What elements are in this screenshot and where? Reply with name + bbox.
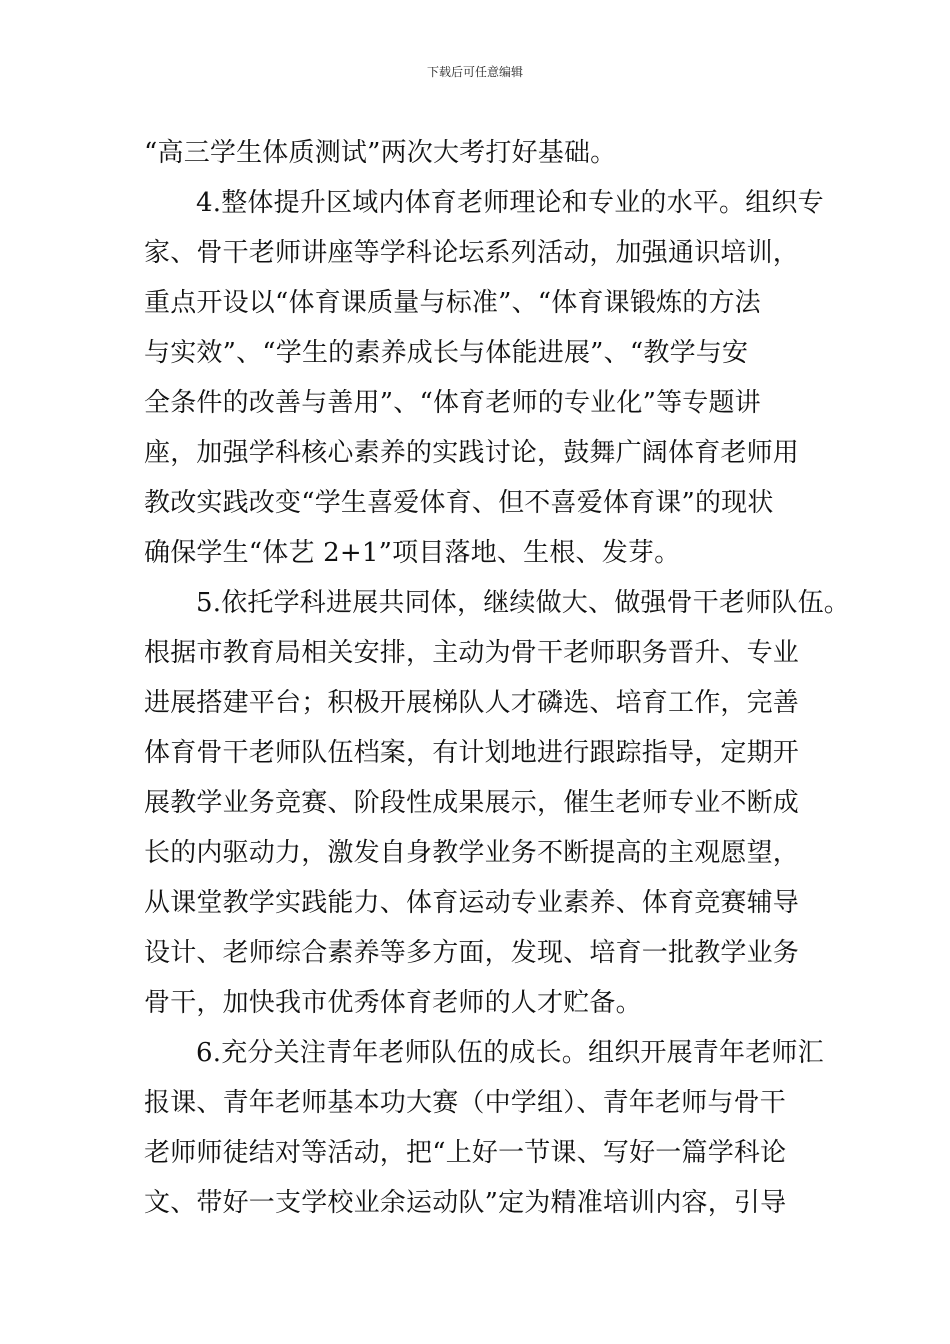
text-line: 6.充分关注青年老师队伍的成长。组织开展青年老师汇 <box>196 1038 824 1068</box>
text-line: 骨干，加快我市优秀体育老师的人才贮备。 <box>144 988 642 1018</box>
text-line: 设计、老师综合素养等多方面，发现、培育一批教学业务 <box>144 938 800 968</box>
text-line: 家、骨干老师讲座等学科论坛系列活动，加强通识培训， <box>144 238 800 268</box>
paragraph <box>144 178 824 578</box>
text-line: 报课、青年老师基本功大赛（中学组）、青年老师与骨干 <box>144 1088 787 1118</box>
text-line: 长的内驱动力，激发自身教学业务不断提高的主观愿望， <box>144 838 800 868</box>
page-header: 下载后可任意编辑 <box>426 65 523 79</box>
text-line: 从课堂教学实践能力、体育运动专业素养、体育竞赛辅导 <box>144 888 800 918</box>
text-line: 全条件的改善与善用”、“体育老师的专业化”等专题讲 <box>144 388 761 418</box>
text-line: 与实效”、“学生的素养成长与体能进展”、“教学与安 <box>144 338 749 368</box>
text-line: 文、带好一支学校业余运动队”定为精准培训内容，引导 <box>144 1188 787 1218</box>
paragraph <box>144 1028 824 1228</box>
paragraph <box>144 578 851 1028</box>
text-line: 老师师徒结对等活动，把“上好一节课、写好一篇学科论 <box>144 1138 787 1168</box>
text-line: 进展搭建平台；积极开展梯队人才磷选、培育工作，完善 <box>144 688 800 718</box>
text-line: 5.依托学科进展共同体，继续做大、做强骨干老师队伍。 <box>196 588 851 618</box>
text-line: “高三学生体质测试”两次大考打好基础。 <box>144 138 617 168</box>
text-line: 展教学业务竞赛、阶段性成果展示，催生老师专业不断成 <box>144 788 800 818</box>
document-body <box>144 128 851 1228</box>
text-line: 座，加强学科核心素养的实践讨论，鼓舞广阔体育老师用 <box>144 438 800 468</box>
text-line: 根据市教育局相关安排，主动为骨干老师职务晋升、专业 <box>144 638 800 668</box>
text-line: 4.整体提升区域内体育老师理论和专业的水平。组织专 <box>196 188 824 218</box>
paragraph <box>144 128 806 178</box>
text-line: 重点开设以“体育课质量与标准”、“体育课锻炼的方法 <box>144 288 761 318</box>
text-line: 教改实践改变“学生喜爱体育、但不喜爱体育课”的现状 <box>144 488 774 518</box>
text-line: 体育骨干老师队伍档案，有计划地进行跟踪指导，定期开 <box>144 738 800 768</box>
text-line: 确保学生“体艺 2+1”项目落地、生根、发芽。 <box>144 538 681 568</box>
